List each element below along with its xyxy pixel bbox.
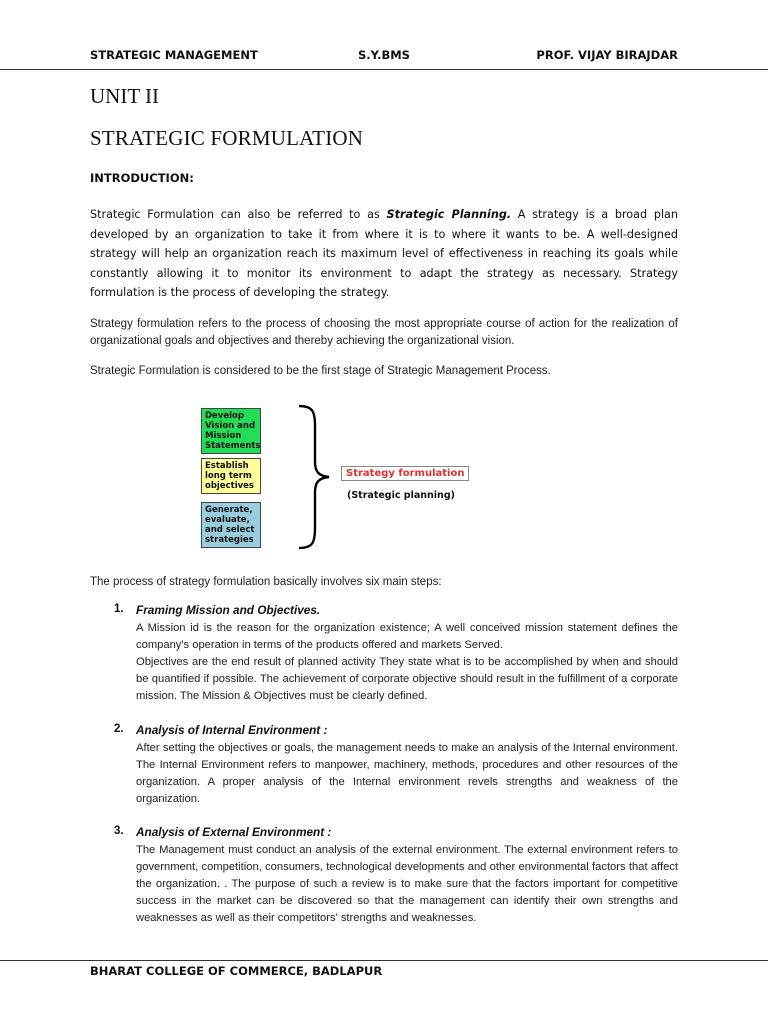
intro-text-rest: A strategy is a broad plan developed by an organization to take it from where it is to where it wants to be. A well-designed strategy will help an organization reach its maximum level of effectiveness in reaching its goals while constantly allowing it to monitor its environment to adapt the strategy as necessary. Strategy formulation is the process of developing the strategy. — [90, 208, 678, 300]
step-number: 2. — [114, 723, 124, 735]
introduction-heading: INTRODUCTION: — [90, 171, 194, 185]
page-footer: BHARAT COLLEGE OF COMMERCE, BADLAPUR — [90, 964, 383, 978]
diagram-sublabel-strategic-planning: (Strategic planning) — [347, 490, 455, 501]
step-paragraph: The Management must conduct an analysis of the external environment. The external environment refers to government, competition, consumers, technological developments and other environmental factors that affect the organization. . The purpose of such a review is to make sure that the factors important for competitive success in the market can be discovered so that the management can identify their own strengths and weaknesses as well as their competitors' strengths and weaknesses. — [136, 844, 678, 924]
step-body — [136, 620, 678, 705]
intro-text-start: Strategic Formulation can also be referred to as — [90, 208, 387, 221]
diagram-box-strategies: Generate, evaluate, and select strategies — [201, 502, 261, 548]
diagram-box-vision: Develop Vision and Mission Statements — [201, 408, 261, 454]
step-paragraph: After setting the objectives or goals, the management needs to make an analysis of the Internal environment. The Internal Environment refers to manpower, machinery, methods, procedures and other resources of the organization. A proper analysis of the Internal environment revels strengths and weakness of the organization. — [136, 742, 678, 805]
step-title: Analysis of External Environment : — [136, 825, 332, 839]
step-title: Analysis of Internal Environment : — [136, 723, 328, 737]
step-body — [136, 740, 678, 808]
step-number: 3. — [114, 825, 124, 837]
step-number: 1. — [114, 603, 124, 615]
process-intro-paragraph: The process of strategy formulation basically involves six main steps: — [90, 576, 442, 588]
diagram-label-strategy-formulation: Strategy formulation — [341, 466, 469, 481]
intro-emphasis: Strategic Planning. — [386, 208, 512, 221]
introduction-paragraph — [90, 205, 678, 303]
header-divider — [0, 69, 768, 70]
footer-divider — [0, 960, 768, 961]
header-author: PROF. VIJAY BIRAJDAR — [536, 48, 678, 62]
page-title: STRATEGIC FORMULATION — [90, 126, 364, 150]
step-paragraph: A Mission id is the reason for the organization existence; A well conceived mission statement defines the company's operation in terms of the products offered and markets Served. — [136, 622, 678, 651]
first-stage-paragraph: Strategic Formulation is considered to be the first stage of Strategic Management Process. — [90, 365, 551, 377]
strategy-formulation-diagram — [195, 400, 475, 550]
header-subject: STRATEGIC MANAGEMENT — [90, 48, 258, 62]
step-paragraph: Objectives are the end result of planned activity They state what is to be accomplished by when and should be quantified if possible. The achievement of corporate objective should result in the fulfillment of a corporate mission. The Mission & Objectives must be clearly defined. — [136, 656, 678, 702]
curly-brace-icon — [295, 404, 335, 550]
strategy-formulation-paragraph: Strategy formulation refers to the process of choosing the most appropriate course of action for the realization of organizational goals and objectives and thereby achieving the organizational vision. — [90, 318, 678, 347]
unit-title: UNIT II — [90, 84, 160, 108]
header-class: S.Y.BMS — [358, 48, 410, 62]
step-body — [136, 842, 678, 927]
diagram-box-objectives: Establish long term objectives — [201, 458, 261, 494]
step-title: Framing Mission and Objectives. — [136, 603, 321, 617]
